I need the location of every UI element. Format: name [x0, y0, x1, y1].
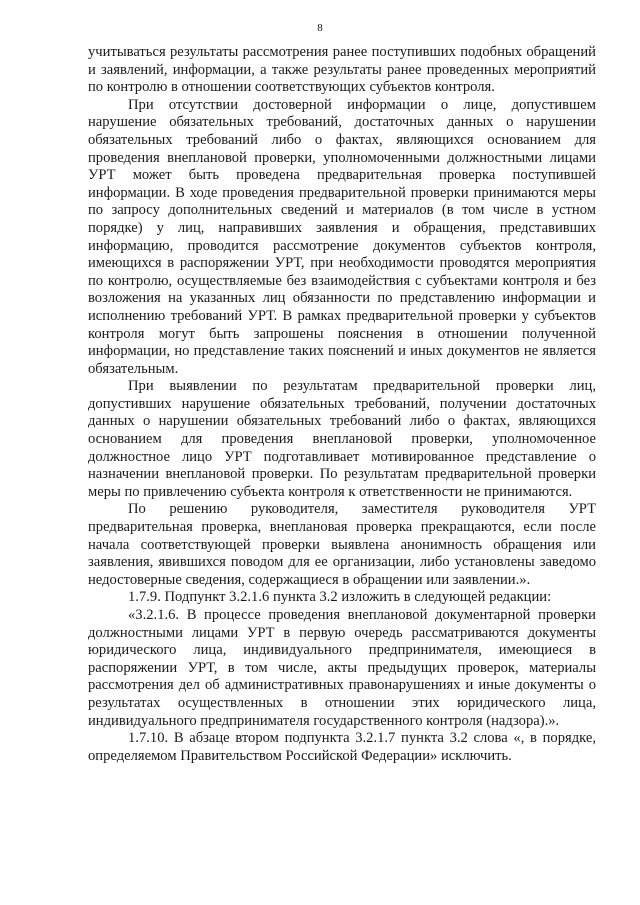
paragraph-subpoint-3-2-1-6: «3.2.1.6. В процессе проведения внеплановой документарной проверки должностными лицами УРТ в первую очередь рассматриваются документы юридического лица, индивидуального предпринимателя, имеющиеся в распоряжении УРТ, в том числе, акты предыдущих проверок, материалы рассмотрения дел об административных правонарушениях и иные документы о результатах осуществленных в отношении этих юридического лица, индивидуального предпринимателя государственного контроля (надзора).». [88, 607, 596, 729]
paragraph-continuation: учитываться результаты рассмотрения ранее поступивших подобных обращений и заявлений, информации, а также результаты ранее проведенных мероприятий по контролю в отношении соответствующих субъектов контроля. [88, 44, 596, 96]
paragraph-amendment-1-7-10: 1.7.10. В абзаце втором подпункта 3.2.1.7 пункта 3.2 слова «, в порядке, определяемом Правительством Российской Федерации» исключить. [88, 730, 596, 764]
document-body [88, 44, 596, 765]
paragraph-amendment-1-7-9: 1.7.9. Подпункт 3.2.1.6 пункта 3.2 изложить в следующей редакции: [128, 589, 552, 606]
paragraph-violation-found: При выявлении по результатам предварительной проверки лиц, допустивших нарушение обязательных требований, получении достаточных данных о нарушении обязательных требований либо о фактах, являющихся основанием для проведения внеплановой проверки, уполномоченное должностное лицо УРТ подготавливает мотивированное представление о назначении внеплановой проверки. По результатам предварительной проверки меры по привлечению субъекта контроля к ответственности не принимаются. [88, 378, 596, 500]
paragraph-check-termination: По решению руководителя, заместителя руководителя УРТ предварительная проверка, внеплановая проверка прекращаются, если после начала соответствующей проверки выявлена анонимность обращения или заявления, явившихся поводом для ее организации, либо установлены заведомо недостоверные сведения, содержащиеся в обращении или заявлении.». [88, 501, 596, 588]
page-number: 8 [317, 22, 323, 34]
paragraph-preliminary-check: При отсутствии достоверной информации о лице, допустившем нарушение обязательных требований, достаточных данных о нарушении обязательных требований либо о фактах, являющихся основанием для проведения внеплановой проверки, уполномоченными должностными лицами УРТ может быть проведена предварительная проверка поступившей информации. В ходе проведения предварительной проверки принимаются меры по запросу дополнительных сведений и материалов (в том числе в устном порядке) у лиц, направивших заявления и обращения, представивших информацию, проводится рассмотрение документов субъектов контроля, имеющихся в распоряжении УРТ, при необходимости проводятся мероприятия по контролю, осуществляемые без взаимодействия с субъектами контроля и без возложения на указанных лиц обязанности по представлению информации и исполнению требований УРТ. В рамках предварительной проверки у субъектов контроля могут быть запрошены пояснения в отношении полученной информации, но представление таких пояснений и иных документов не является обязательным. [88, 96, 596, 377]
